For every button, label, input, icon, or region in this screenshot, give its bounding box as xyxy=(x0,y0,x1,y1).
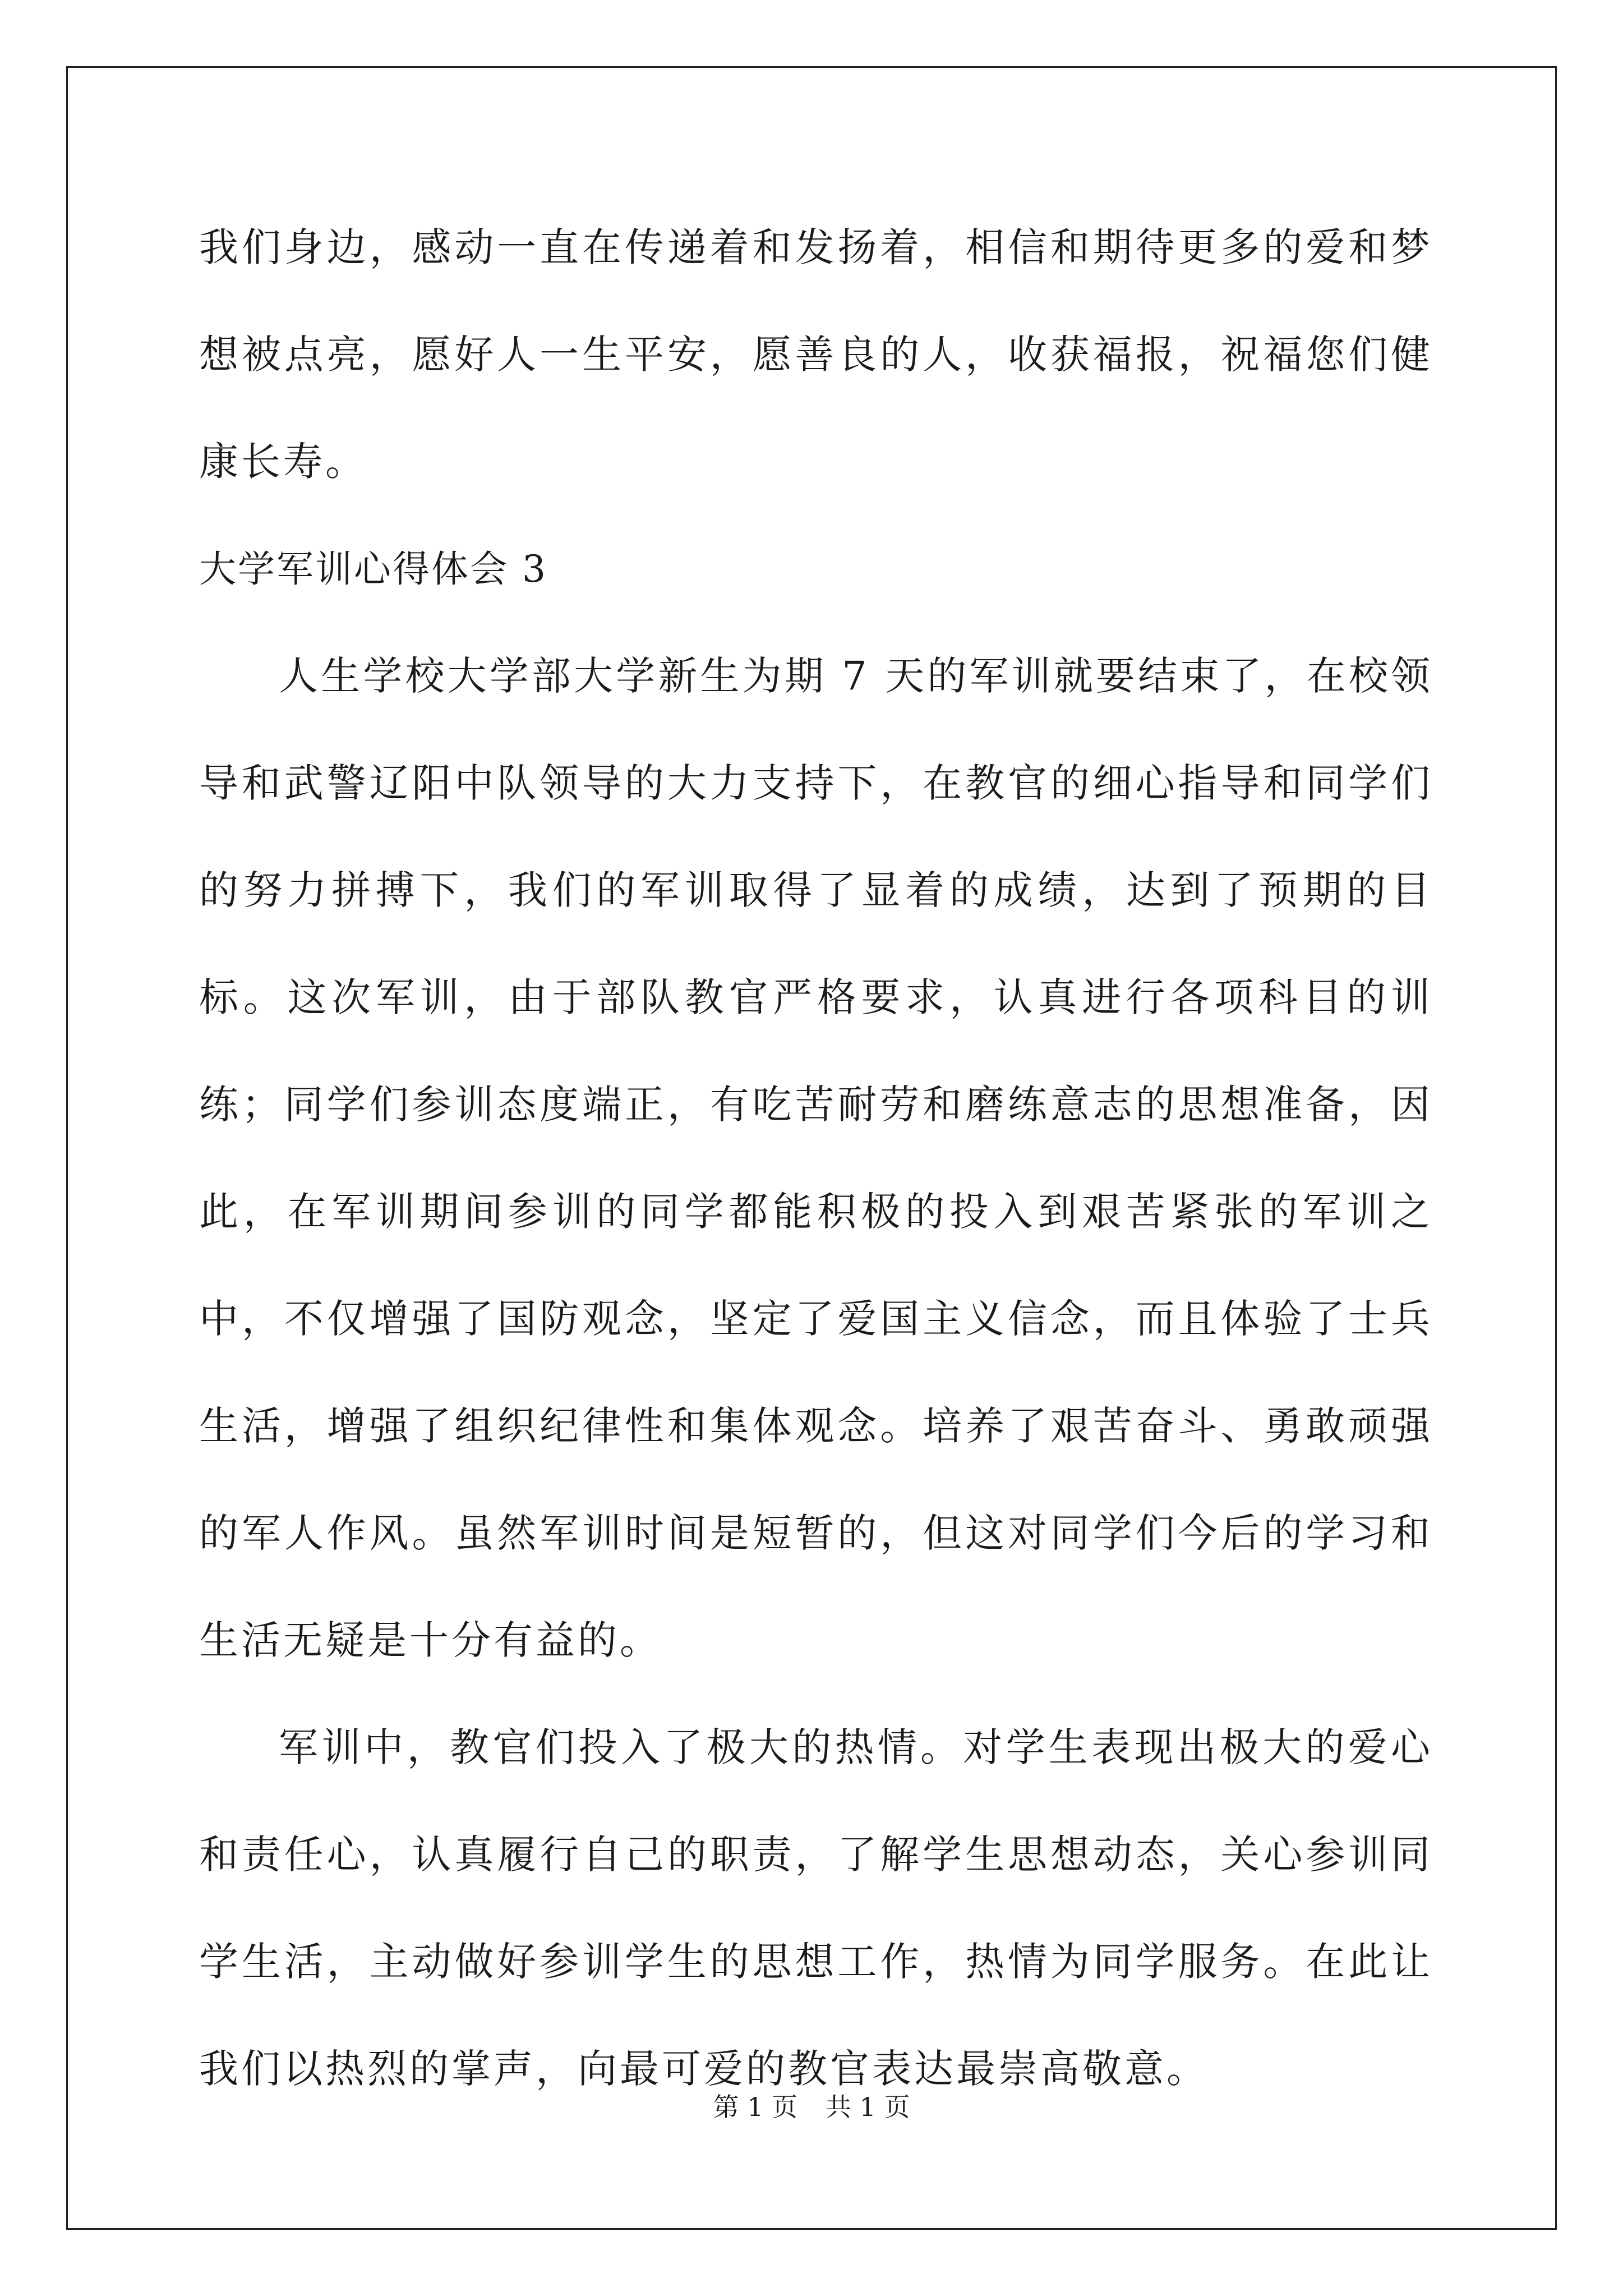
page-total: 共 1 页 xyxy=(826,2092,910,2122)
section-heading: 大学军训心得体会 3 xyxy=(199,547,547,591)
document-body xyxy=(199,194,1433,2123)
paragraph-body-1: 人生学校大学部大学新生为期 7 天的军训就要结束了，在校领导和武警辽阳中队领导的大力支持下，在教官的细心指导和同学们的努力拼搏下，我们的军训取得了显着的成绩，达到了预期的目标。这次军训，由于部队教官严格要求，认真进行各项科目的训练；同学们参训态度端正，有吃苦耐劳和磨练意志的思想准备，因此，在军训期间参训的同学都能积极的投入到艰苦紧张的军训之中，不仅增强了国防观念，坚定了爱国主义信念，而且体验了士兵生活，增强了组织纪律性和集体观念。培养了艰苦奋斗、勇敢顽强的军人作风。虽然军训时间是短暂的，但这对同学们今后的学习和生活无疑是十分有益的。 xyxy=(199,653,1433,1663)
paragraph-body-2: 军训中，教官们投入了极大的热情。对学生表现出极大的爱心和责任心，认真履行自己的职责，了解学生思想动态，关心参训同学生活，主动做好参训学生的思想工作，热情为同学服务。在此让我们以热烈的掌声，向最可爱的教官表达最崇高敬意。 xyxy=(199,1724,1433,2092)
paragraph-intro: 我们身边，感动一直在传递着和发扬着，相信和期待更多的爱和梦想被点亮，愿好人一生平安，愿善良的人，收获福报，祝福您们健康长寿。 xyxy=(199,224,1433,485)
page-number: 第 1 页 xyxy=(713,2092,797,2122)
page-footer xyxy=(0,2087,1623,2124)
